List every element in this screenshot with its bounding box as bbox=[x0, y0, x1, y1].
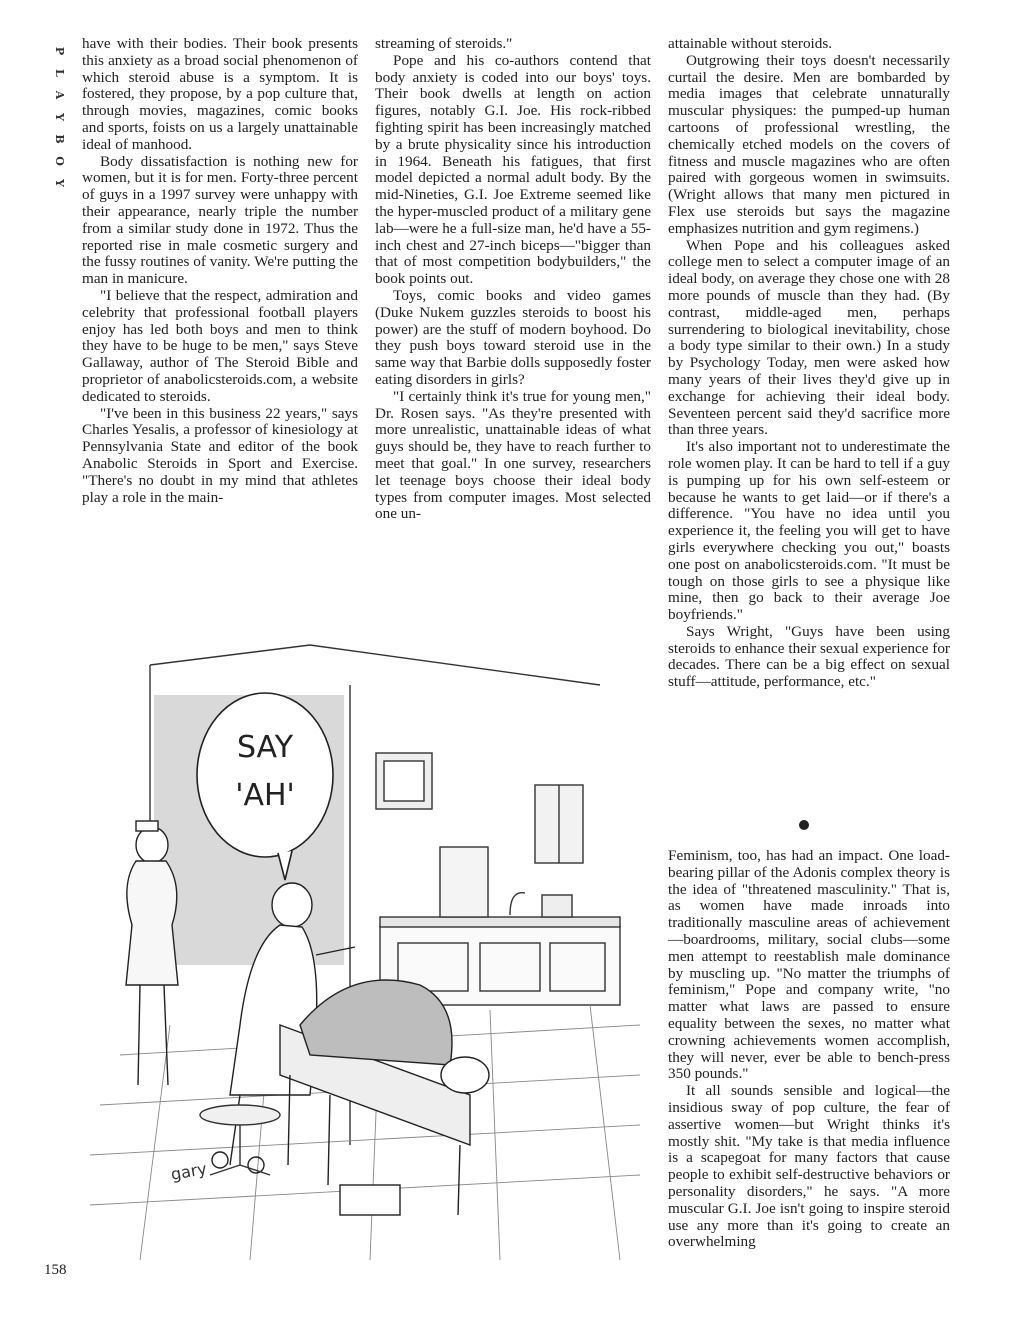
towel-dispenser bbox=[440, 847, 488, 917]
paragraph: have with their bodies. Their book presents this anxiety as a broad social phenomenon of which steroid abuse is a symptom. It is fostered, they propose, by a pop culture that, through movies, magazines, comic books and sports, foists on us a largely unattainable ideal of manhood. bbox=[82, 35, 358, 153]
paragraph: It's also important not to underestimate the role women play. It can be hard to tell if a guy is pumping up for his own self-esteem or because he wants to get laid—or if there's a difference. "You have no idea until you experience it, the feeling you will get to have girls everywhere checking you out," boasts one post on anabolicsteroids.com. "It must be tough on those girls to see a physique like mine, then go back to their average Joe boyfriends." bbox=[668, 438, 950, 624]
article-column-3-continued bbox=[668, 848, 950, 1251]
side-letter: Y bbox=[53, 179, 66, 187]
paragraph: It all sounds sensible and logical—the insidious sway of pop culture, the fear of assertive women—but Wright thinks it's mostly shit. "My take is that media influence is a scapegoat for many factors that cause people to exhibit self-destructive behaviors or personality disorders," he says. "A more muscular G.I. Joe isn't going to inspire steroid use any more than it's going to create an overwhelming bbox=[668, 1082, 950, 1251]
speech-line-1: SAY bbox=[236, 730, 294, 765]
paragraph: attainable without steroids. bbox=[668, 35, 833, 52]
page-number: 158 bbox=[44, 1262, 67, 1278]
side-letter: P bbox=[53, 46, 66, 56]
cartoonist-signature: gary bbox=[169, 1158, 209, 1184]
cartoon-illustration bbox=[80, 625, 660, 1260]
ceiling-line bbox=[150, 645, 600, 685]
rolling-stool bbox=[200, 1105, 280, 1175]
side-letter: B bbox=[53, 134, 66, 144]
article-column-2 bbox=[375, 36, 651, 523]
jar bbox=[542, 895, 572, 917]
paragraph: Says Wright, "Guys have been using steroids to enhance their sexual experience for decades. There can be a big effect on sexual stuff—attitude, performance, etc." bbox=[668, 622, 950, 691]
paragraph: Feminism, too, has had an impact. One load-bearing pillar of the Adonis complex theory is the idea of "threatened masculinity." That is, as women have made inroads into traditionally masculine areas of achievement—boardrooms, military, social clubs—some men attempt to reestablish male dominance by muscling up. "No matter the triumphs of feminism," Pope and company write, "no matter what laws are passed to ensure equality between the sexes, no matter what crowning achievements women accomplish, they will never, ever be able to bench-press 350 pounds." bbox=[668, 847, 950, 1083]
paragraph: "I certainly think it's true for young men," Dr. Rosen says. "As they're presented with more unrealistic, unattainable ideas of what guys should be, they have to reach further to meet that goal." In one survey, researchers let teenage boys choose their ideal body types from computer images. Most selected one un- bbox=[375, 387, 651, 523]
paragraph: "I've been in this business 22 years," says Charles Yesalis, a professor of kinesiology at Pennsylvania State and editor of the book Anabolic Steroids in Sport and Exercise. "There's no doubt in my mind that athletes play a role in the main- bbox=[82, 404, 358, 506]
side-letter: Y bbox=[53, 113, 66, 121]
side-letter: L bbox=[53, 69, 66, 77]
paragraph: Pope and his co-authors contend that body anxiety is coded into our boys' toys. Their book dwells at length on action figures, notably G.I. Joe. His rock-ribbed fighting spirit has been increasingly matched by a brute physicality since his introduction in 1964. Beneath his fatigues, that first model depicted a normal adult body. By the mid-Nineties, G.I. Joe Extreme seemed like the hyper-muscled product of a military gene lab—were he a full-size man, he'd have a 55-inch chest and 27-inch biceps—"bigger than that of most competition bodybuilders," the book points out. bbox=[375, 51, 651, 288]
speech-bubble bbox=[197, 693, 333, 857]
paragraph: Body dissatisfaction is nothing new for women, but it is for men. Forty-three percent of guys in a 1997 survey were unhappy with their appearance, nearly triple the number from a similar study done in 1972. Thus the reported rise in male cosmetic surgery and the fussy routines of vanity. We're putting the man in manicure. bbox=[82, 152, 358, 288]
magazine-side-label bbox=[48, 40, 70, 194]
speech-line-2: 'AH' bbox=[235, 778, 295, 813]
article-column-1 bbox=[82, 36, 358, 506]
paragraph: streaming of steroids." bbox=[375, 35, 513, 52]
side-letter: A bbox=[53, 90, 66, 100]
side-letter: O bbox=[53, 156, 66, 166]
article-column-3 bbox=[668, 36, 950, 691]
exam-table-with-patient bbox=[280, 980, 489, 1215]
paragraph: Outgrowing their toys doesn't necessarily curtail the desire. Men are bombarded by media images that celebrate unnaturally muscular physiques: the pumped-up human cartoons of professional wrestling, the chemically etched models on the covers of fitness and muscle magazines who are often paired with gorgeous women in swimsuits. (Wright allows that many men pictured in Flex use steroids but says the magazine emphasizes nutrition and gym regimens.) bbox=[668, 51, 950, 237]
faucet bbox=[510, 893, 525, 915]
paragraph: When Pope and his colleagues asked college men to select a computer image of an ideal body, on average they chose one with 28 more pounds of muscle than they had. (By contrast, middle-aged men, perhaps surrendering to biological inevitability, chose a body type similar to their own.) In a study by Psychology Today, men were asked how many years of their lives they'd give up in exchange for achieving their ideal body. Seventeen percent said they'd sacrifice more than three years. bbox=[668, 236, 950, 439]
paragraph: "I believe that the respect, admiration and celebrity that professional football players enjoy has led both boys and men to think they have to be huge to be men," says Steve Gallaway, author of The Steroid Bible and proprietor of anabolicsteroids.com, a website dedicated to steroids. bbox=[82, 286, 358, 405]
paragraph: Toys, comic books and video games (Duke Nukem guzzles steroids to boost his power) are the stuff of modern boyhood. Do they push boys toward steroid use in the same way that Barbie dolls supposedly foster eating disorders in girls? bbox=[375, 286, 651, 388]
step-stool bbox=[340, 1185, 400, 1215]
section-break-bullet bbox=[799, 820, 809, 830]
